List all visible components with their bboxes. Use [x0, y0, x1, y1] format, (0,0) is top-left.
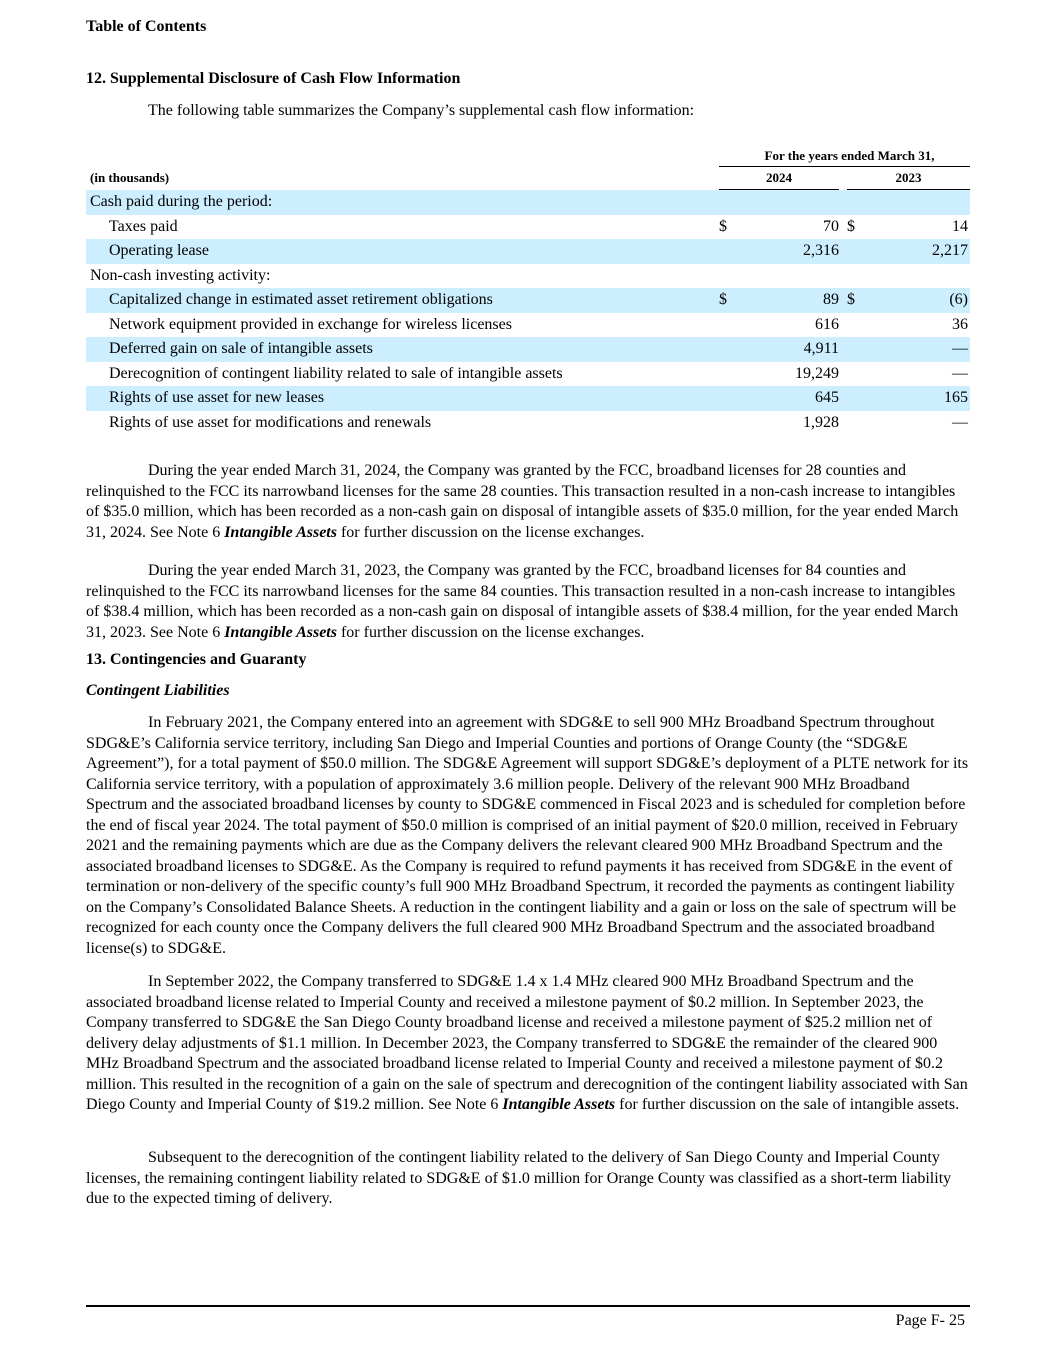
table-row [86, 215, 970, 240]
contingent-liabilities-subheading: Contingent Liabilities [86, 682, 230, 699]
row-label: Rights of use asset for modifications and renewals [109, 413, 432, 431]
value-2023 [871, 190, 970, 215]
footer-divider [86, 1305, 970, 1307]
table-row [86, 386, 970, 411]
value-2024: 70 [823, 217, 839, 235]
currency-symbol [847, 386, 871, 411]
table-row [86, 190, 970, 215]
value-2024: 4,911 [743, 337, 839, 362]
table-row [86, 313, 970, 338]
value-2023: 14 [952, 217, 968, 235]
value-2024 [743, 264, 839, 289]
currency-symbol [719, 264, 743, 289]
intangible-assets-reference: Intangible Assets [224, 623, 337, 641]
currency-symbol [847, 337, 871, 362]
row-label: Cash paid during the period: [86, 190, 719, 215]
row-label: Non-cash investing activity: [90, 266, 271, 284]
row-label: Derecognition of contingent liability related to sale of intangible assets [109, 364, 563, 382]
row-label: Rights of use asset for new leases [86, 386, 719, 411]
column-header-2024: 2024 [719, 167, 839, 190]
row-label: Capitalized change in estimated asset retirement obligations [86, 288, 719, 313]
value-2023: — [871, 337, 970, 362]
currency-symbol [847, 313, 871, 338]
currency-symbol [719, 411, 743, 436]
currency-symbol [719, 362, 743, 387]
value-2023 [871, 264, 970, 289]
remaining-liability-paragraph: Subsequent to the derecognition of the contingent liability related to the delivery of San Diego County and Imperial County licenses, the remaining contingent liability related to SDG&E of $1.0 million for Orange County was classified as a short-term liability due to the expected timing of delivery. [86, 1149, 952, 1207]
row-label: Operating lease [86, 239, 719, 264]
currency-symbol [847, 190, 871, 215]
value-2024: 645 [743, 386, 839, 411]
row-label: Network equipment provided in exchange for wireless licenses [109, 315, 512, 333]
section-13-heading: 13. Contingencies and Guaranty [86, 651, 307, 668]
value-2023: 165 [871, 386, 970, 411]
fy2023-license-exchange-paragraph: During the year ended March 31, 2023, the Company was granted by the FCC, broadband licenses for 84 counties and relinquished to the FCC its narrowband licenses for the same 84 counties. This transaction resulted in a non-cash increase to intangibles of $38.4 million, which has been recorded as a non-cash gain on disposal of intangible assets of $38.4 million, for the year ended March 31, 2023. See Note 6 Intangible Assets for further discussion on the license exchanges. [86, 562, 959, 641]
intangible-assets-reference: Intangible Assets [224, 523, 337, 541]
currency-symbol [719, 313, 743, 338]
units-label: (in thousands) [90, 170, 170, 185]
table-row [86, 362, 970, 387]
value-2023: — [952, 364, 968, 382]
value-2024: 89 [743, 288, 839, 313]
currency-symbol [847, 264, 871, 289]
fy2024-license-exchange-paragraph: During the year ended March 31, 2024, the Company was granted by the FCC, broadband licenses for 28 counties and relinquished to the FCC its narrowband licenses for the same 28 counties. This transaction resulted in a non-cash increase to intangibles of $35.0 million, which has been recorded as a non-cash gain on disposal of intangible assets of $35.0 million, for the year ended March 31, 2024. See Note 6 Intangible Assets for further discussion on the license exchanges. [86, 462, 959, 541]
cash-flow-table [86, 146, 970, 435]
currency-symbol [719, 337, 743, 362]
row-label: Taxes paid [109, 217, 178, 235]
page-number: Page F- 25 [895, 1312, 965, 1329]
value-2023: 2,217 [871, 239, 970, 264]
table-row [86, 264, 970, 289]
table-row [86, 411, 970, 436]
currency-symbol: $ [847, 217, 855, 235]
column-header-2023: 2023 [847, 167, 970, 190]
section-12-intro: The following table summarizes the Company’s supplemental cash flow information: [148, 102, 695, 119]
value-2023: — [952, 413, 968, 431]
currency-symbol [719, 239, 743, 264]
currency-symbol: $ [719, 217, 727, 235]
row-label: Deferred gain on sale of intangible assets [86, 337, 719, 362]
sdge-agreement-paragraph: In February 2021, the Company entered into an agreement with SDG&E to sell 900 MHz Broadband Spectrum throughout SDG&E’s California service territory, including San Diego and Imperial Counties and portions of Orange County (the “SDG&E Agreement”), for a total payment of $50.0 million. The SDG&E Agreement will support SDG&E’s deployment of a PLTE network for its California service territory, with a population of approximately 3.6 million people. Delivery of the relevant 900 MHz Broadband Spectrum and the associated broadband licenses by county to SDG&E commenced in Fiscal 2023 and is scheduled for completion before the end of fiscal year 2024. The total payment of $50.0 million is comprised of an initial payment of $20.0 million, received in February 2021 and the remaining payments which are due as the Company delivers the relevant cleared 900 MHz Broadband Spectrum and the associated broadband licenses to SDG&E. As the Company is required to refund payments it has received from SDG&E in the event of termination or non-delivery of the specific county’s full 900 MHz Broadband Spectrum, it recorded the payments as contingent liability on the Company’s Consolidated Balance Sheets. A reduction in the contingent liability and a gain or loss on the sale of spectrum will be recognized for each county once the Company delivers the full cleared 900 MHz Broadband Spectrum and the associated broadband license(s) to SDG&E. [86, 714, 969, 957]
table-row [86, 337, 970, 362]
table-row [86, 239, 970, 264]
value-2024: 19,249 [795, 364, 839, 382]
currency-symbol [847, 239, 871, 264]
currency-symbol [847, 411, 871, 436]
period-header: For the years ended March 31, [719, 146, 970, 167]
currency-symbol: $ [847, 288, 871, 313]
currency-symbol [719, 386, 743, 411]
value-2024: 616 [815, 315, 839, 333]
currency-symbol: $ [719, 288, 743, 313]
value-2023: 36 [952, 315, 968, 333]
value-2024 [743, 190, 839, 215]
table-of-contents-link[interactable]: Table of Contents [86, 18, 207, 35]
value-2023: (6) [871, 288, 970, 313]
currency-symbol [847, 362, 871, 387]
value-2024: 1,928 [803, 413, 839, 431]
intangible-assets-reference: Intangible Assets [502, 1096, 616, 1113]
table-row [86, 288, 970, 313]
value-2024: 2,316 [743, 239, 839, 264]
spectrum-transfer-paragraph: In September 2022, the Company transferred to SDG&E 1.4 x 1.4 MHz cleared 900 MHz Broadband Spectrum and the associated broadband license related to Imperial County and received a milestone payment of $0.2 million. In September 2023, the Company transferred to SDG&E the San Diego County broadband license and received a milestone payment of $25.2 million net of delivery delay adjustments of $1.1 million. In December 2023, the Company transferred to SDG&E the remainder of the cleared 900 MHz Broadband Spectrum and the associated broadband license related to Imperial County and received a milestone payment of $0.2 million. This resulted in the recognition of a gain on the sale of spectrum and derecognition of the contingent liability associated with San Diego County and Imperial County of $19.2 million. See Note 6 Intangible Assets for further discussion on the sale of intangible assets. [86, 973, 968, 1113]
currency-symbol [719, 190, 743, 215]
section-12-heading: 12. Supplemental Disclosure of Cash Flow Information [86, 70, 461, 87]
